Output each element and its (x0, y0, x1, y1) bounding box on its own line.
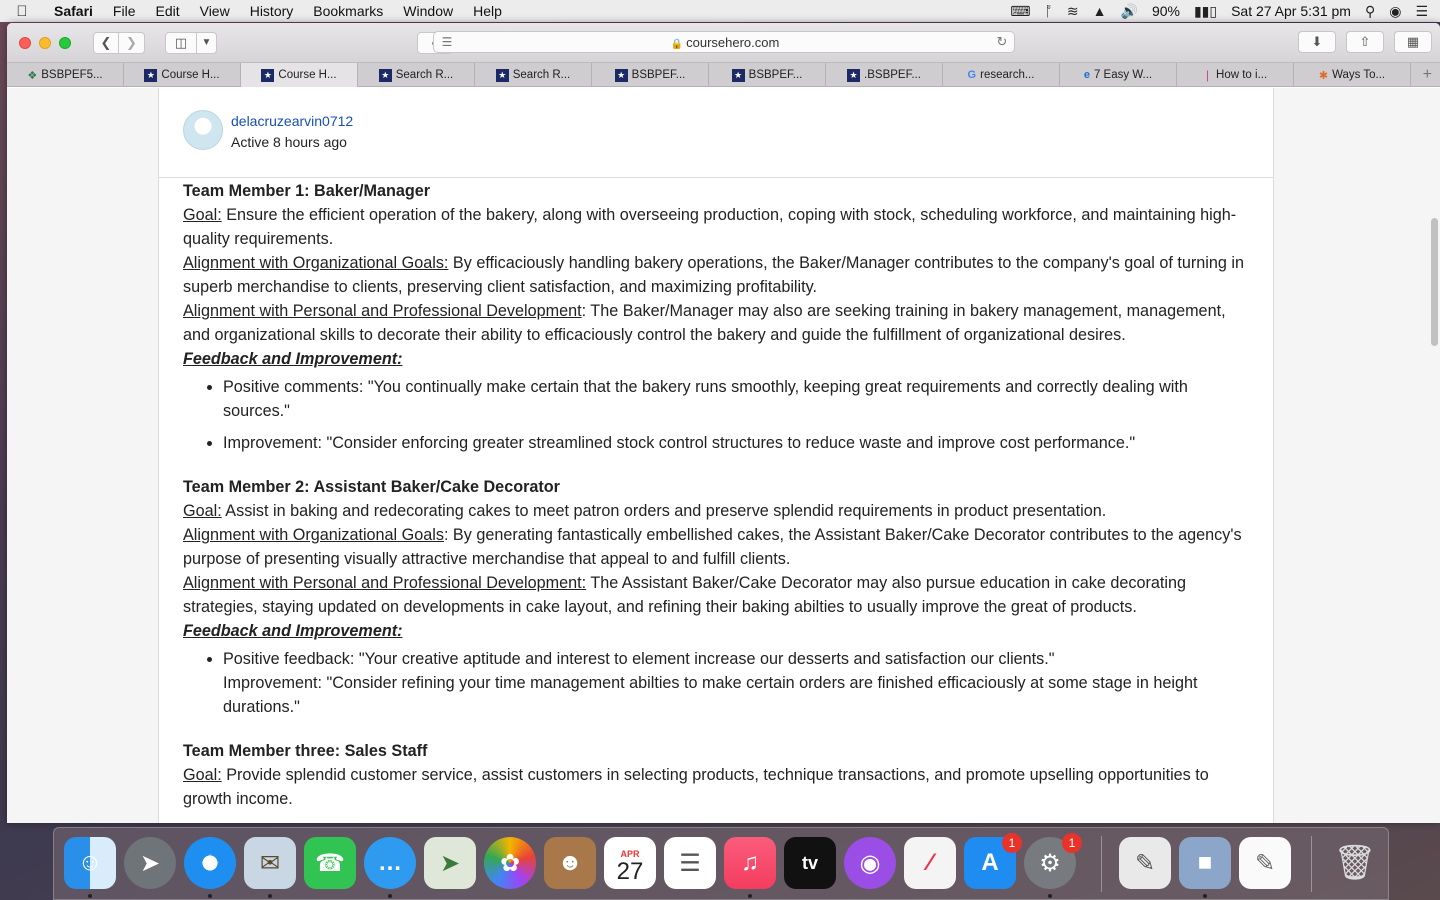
battery-percent: 90% (1151, 3, 1180, 19)
chevron-right-icon: ❯ (126, 34, 137, 50)
sidebar-menu-button[interactable] (197, 32, 217, 54)
maps-icon[interactable]: ➤ (424, 837, 476, 889)
notification-badge: 1 (1002, 833, 1022, 853)
forward-button[interactable] (119, 32, 145, 54)
menu-bar (0, 0, 1440, 22)
reminders-icon[interactable]: ☰ (664, 837, 716, 889)
coursehero-favicon-icon: ★ (732, 69, 745, 82)
member-2-feedback-list (223, 647, 1249, 719)
reload-icon[interactable]: ↻ (996, 34, 1008, 49)
calendar-icon[interactable]: APR 27 (604, 837, 656, 889)
music-icon[interactable]: ♫ (724, 837, 776, 889)
tab[interactable]: e 7 Easy W... (1060, 63, 1177, 87)
tab[interactable]: ★ .BSBPEF... (826, 63, 943, 87)
toolbar (7, 23, 1440, 63)
tab-bar (7, 63, 1440, 87)
google-favicon-icon: G (967, 69, 977, 81)
member-2-feedback-title: Feedback and Improvement: (183, 622, 403, 640)
site-favicon-icon: ✱ (1318, 69, 1329, 82)
tab[interactable]: ★ Course H... (124, 63, 241, 87)
coursehero-favicon-icon: ★ (379, 69, 392, 82)
notification-center-icon[interactable]: ☰ (1415, 2, 1428, 19)
member-1-goal: Goal: Ensure the efficient operation of the bakery, along with overseeing production, coping with stock, scheduling workforce, and maintaining high-quality requirements. (183, 206, 1237, 248)
menu-window[interactable]: Window (403, 3, 454, 19)
keyboard-icon[interactable]: ⌨ (1010, 2, 1031, 19)
author-active-status: Active 8 hours ago (231, 134, 347, 150)
url-text: coursehero.com (686, 34, 780, 50)
trash-icon[interactable]: 🗑 (1333, 844, 1377, 882)
launchpad-icon[interactable]: ➤ (124, 837, 176, 889)
tab[interactable]: ❘ How to i... (1177, 63, 1294, 87)
goal-label: Goal: (183, 502, 222, 520)
script-editor-icon[interactable]: ✎ (1119, 837, 1171, 889)
grid-icon: ▦ (1406, 34, 1420, 49)
share-icon: ⇧ (1359, 34, 1371, 49)
volume-icon[interactable]: 🔊 (1120, 2, 1138, 19)
menu-file[interactable]: File (112, 3, 136, 19)
goal-label: Goal: (183, 766, 222, 784)
system-preferences-icon[interactable]: ⚙ 1 (1024, 837, 1076, 889)
downloads-button[interactable] (1298, 31, 1336, 53)
member-1-feedback-list (223, 375, 1249, 455)
avatar[interactable] (183, 110, 223, 150)
tab[interactable]: ★ BSBPEF... (592, 63, 709, 87)
spotlight-search-icon[interactable]: ⚲ (1364, 2, 1376, 19)
member-1-feedback-title: Feedback and Improvement: (183, 350, 403, 368)
org-alignment-label: Alignment with Organizational Goals (183, 526, 444, 544)
sidebar-button[interactable] (165, 32, 197, 54)
member-1-title: Team Member 1: Baker/Manager (183, 182, 431, 200)
siri-icon[interactable]: ◉ (1389, 2, 1402, 19)
tab[interactable]: ★ Search R... (475, 63, 592, 87)
apple-menu-icon[interactable] (0, 3, 44, 20)
menu-view[interactable]: View (199, 3, 230, 19)
tab[interactable]: ❖ BSBPEF5... (7, 63, 124, 87)
photos-icon[interactable]: ✿ (484, 837, 536, 889)
dock (53, 827, 1389, 900)
answer-author (159, 88, 1273, 178)
tab[interactable]: ✱ Ways To... (1294, 63, 1411, 87)
plus-icon: + (1422, 65, 1432, 83)
apple-tv-icon[interactable]: tv (784, 837, 836, 889)
tab-overview-button[interactable] (1394, 31, 1432, 53)
close-window-button[interactable] (19, 37, 31, 49)
address-bar[interactable] (433, 31, 1015, 53)
coursehero-favicon-icon: ★ (847, 69, 860, 82)
list-item: • Positive comments: "You continually make certain that the bakery runs smoothly, keeping great requirements and correctly dealing with sources." (223, 375, 1249, 423)
coursehero-favicon-icon: ★ (144, 69, 157, 82)
member-3-title: Team Member three: Sales Staff (183, 742, 428, 760)
coursehero-favicon-icon: ★ (496, 69, 509, 82)
dev-alignment-label: Alignment with Personal and Professional Development: (183, 574, 587, 592)
bluetooth-icon[interactable]: ᚩ (1044, 3, 1053, 19)
menu-app-safari[interactable]: Safari (54, 3, 93, 19)
facetime-icon[interactable]: ☎ (304, 837, 356, 889)
textedit-icon[interactable]: ✎ (1239, 837, 1291, 889)
page-content (7, 88, 1440, 823)
member-2-title: Team Member 2: Assistant Baker/Cake Decorator (183, 478, 560, 496)
window-controls (19, 37, 71, 49)
reader-view-icon[interactable]: ☰ (441, 35, 453, 49)
site-favicon-icon: e (1083, 69, 1090, 81)
menu-edit[interactable]: Edit (155, 3, 180, 19)
notification-badge: 1 (1062, 833, 1082, 853)
chevron-left-icon: ❮ (100, 34, 112, 50)
podcasts-icon[interactable]: ◉ (844, 837, 896, 889)
sidebar-toggle-group (165, 32, 217, 54)
navigation-buttons (93, 32, 145, 54)
site-favicon-icon: ❘ (1202, 69, 1213, 82)
tab[interactable]: ★ BSBPEF... (709, 63, 826, 87)
share-button[interactable] (1346, 31, 1384, 53)
download-icon: ⬇ (1311, 34, 1323, 49)
airplay-icon[interactable]: ▲ (1092, 3, 1107, 19)
coursehero-favicon-icon: ★ (615, 69, 628, 82)
back-button[interactable] (93, 32, 119, 54)
menu-history[interactable]: History (249, 3, 294, 19)
safari-icon[interactable]: ✦ (184, 837, 236, 889)
new-tab-button[interactable] (1411, 63, 1440, 86)
member-2-org-alignment: Alignment with Organizational Goals: By generating fantastically embellished cakes, the Assistant Baker/Cake Decorator contributes to the agency's purpose of presenting visually attractive merchandise that appeal to and fulfill clients. (183, 526, 1242, 568)
site-favicon-icon: ❖ (27, 69, 38, 82)
menu-bookmarks[interactable]: Bookmarks (313, 3, 384, 19)
member-1-org-alignment: Alignment with Organizational Goals: By efficaciously handling bakery operations, the Baker/Manager contributes to the company's goal of turning in superb merchandise to clients, preserving client satisfaction, and maximizing profitability. (183, 254, 1244, 296)
tab-active[interactable]: ★ Course H... (241, 63, 358, 87)
fullscreen-window-button[interactable] (59, 37, 71, 49)
chevron-down-icon: ▼ (201, 37, 212, 48)
tab[interactable]: ★ Search R... (358, 63, 475, 87)
goal-label: Goal: (183, 206, 222, 224)
menu-help[interactable]: Help (473, 3, 502, 19)
safari-window (7, 23, 1440, 823)
page-scrollbar[interactable] (1431, 218, 1438, 346)
member-2-goal: Goal: Assist in baking and redecorating cakes to meet patron orders and preserve splendid requirements in product presentation. (183, 502, 1107, 520)
contacts-icon[interactable]: ☻ (544, 837, 596, 889)
answer-card (158, 88, 1274, 823)
finder-icon[interactable]: ☺ (64, 837, 116, 889)
messages-icon[interactable]: … (364, 837, 416, 889)
wifi-icon[interactable]: ≋ (1066, 2, 1079, 19)
member-3-goal: Goal: Provide splendid customer service, assist customers in selecting products, technique transactions, and promote upselling opportunities to growth income. (183, 766, 1209, 808)
list-item: • Improvement: "Consider enforcing greater streamlined stock control structures to reduce waste and improve cost performance." (223, 431, 1249, 455)
battery-icon[interactable]: ▮▮▯ (1193, 2, 1218, 19)
author-username-link[interactable]: delacruzearvin0712 (231, 113, 354, 129)
tab[interactable]: G research... (943, 63, 1060, 87)
dev-alignment-label: Alignment with Personal and Professional Development (183, 302, 582, 320)
list-item: • Positive feedback: "Your creative aptitude and interest to element increase our desserts and satisfaction our clients." Improvement: "Consider refining your time management abilties to make certain orders are finished efficaciously at some stage in height durations." (223, 647, 1249, 719)
answer-body (159, 178, 1273, 811)
member-1-dev-alignment: Alignment with Personal and Professional Development: The Baker/Manager may also are seeking training in bakery management, management, and organizational skills to decorate their ability to efficaciously control the bakery and guide the fulfillment of organizational desires. (183, 302, 1226, 344)
coursehero-favicon-icon: ★ (261, 69, 274, 82)
app-store-icon[interactable]: A 1 (964, 837, 1016, 889)
mail-stamp-icon[interactable]: ✉ (244, 837, 296, 889)
preview-icon[interactable]: ■ (1179, 837, 1231, 889)
minimize-window-button[interactable] (39, 37, 51, 49)
lock-icon: 🔒 (670, 38, 684, 50)
news-icon[interactable]: ∕ (904, 837, 956, 889)
clock[interactable]: Sat 27 Apr 5:31 pm (1231, 3, 1351, 19)
sidebar-icon: ◫ (174, 34, 188, 50)
member-2-dev-alignment: Alignment with Personal and Professional Development: The Assistant Baker/Cake Decorator may also pursue education in cake decorating strategies, staying updated on developments in cake layout, and refining their baking abilties to usually improve the great of products. (183, 574, 1186, 616)
org-alignment-label: Alignment with Organizational Goals: (183, 254, 449, 272)
